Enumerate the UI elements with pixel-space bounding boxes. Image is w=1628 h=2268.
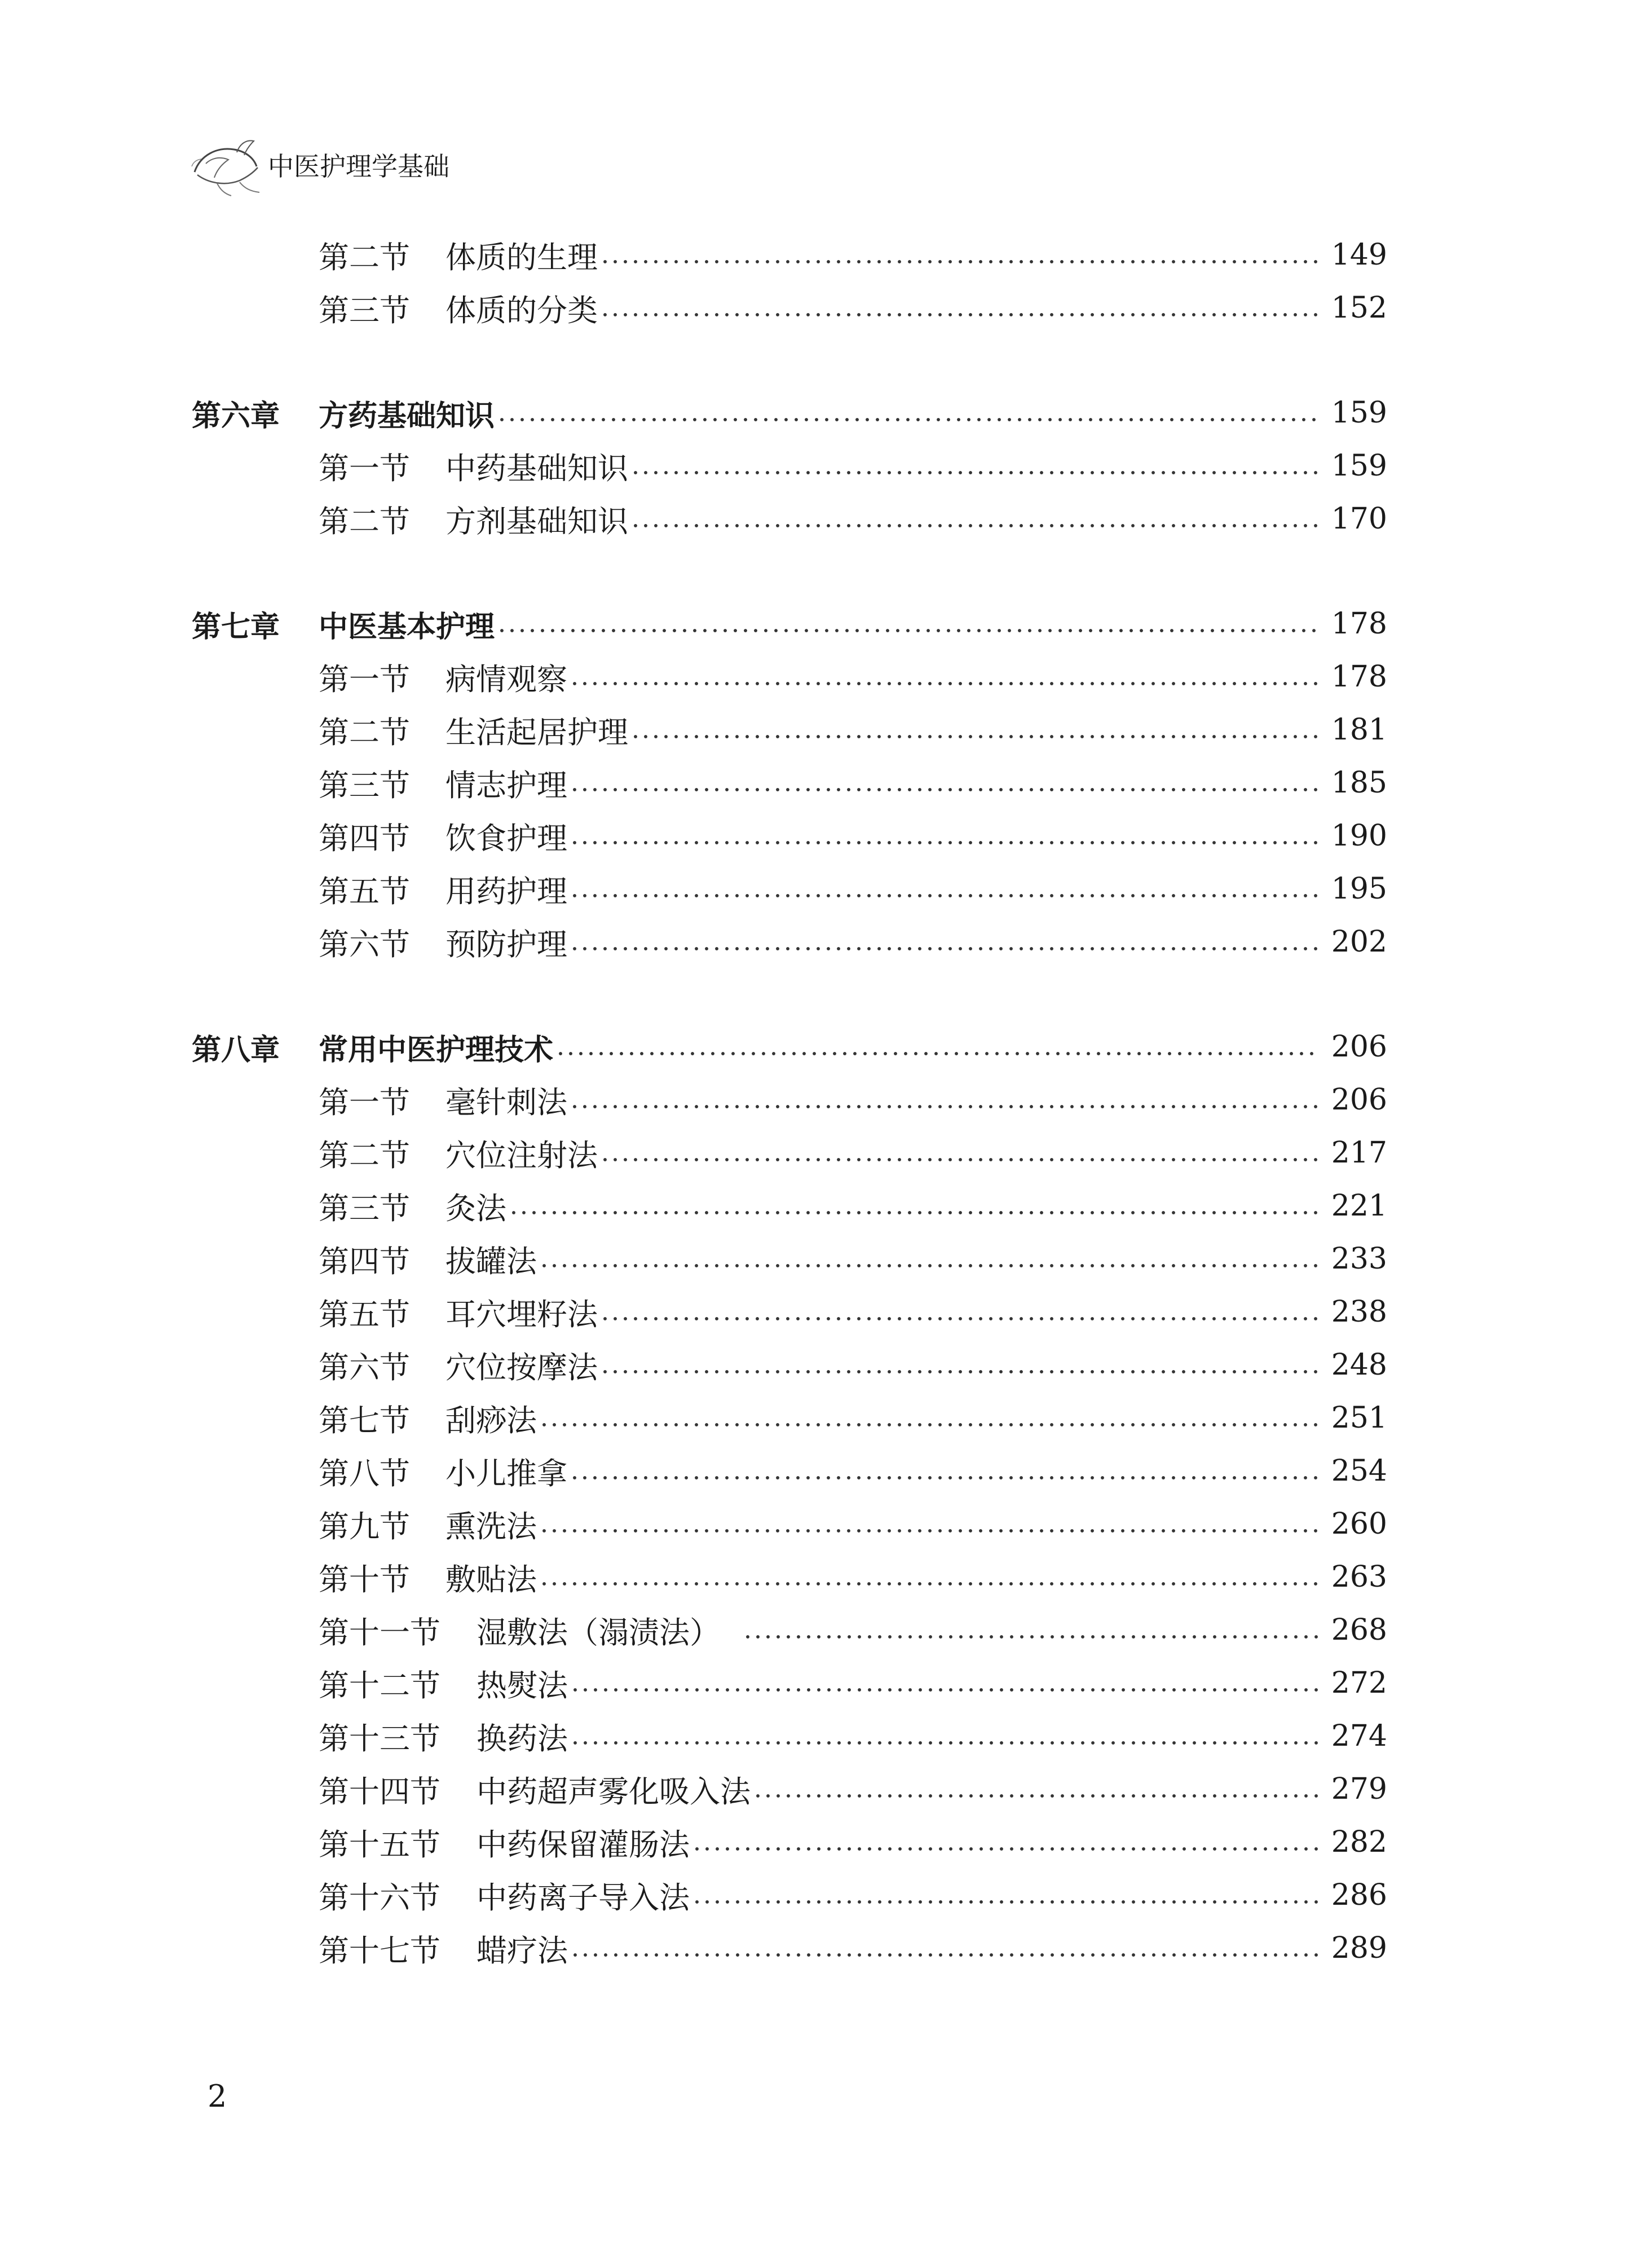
toc-page-number: 279 [1331,1772,1387,1806]
toc-entry-title: 中药保留灌肠法 [477,1826,690,1862]
toc-entry-title: 方药基础知识 [319,399,495,433]
running-header [183,133,477,200]
dot-leader [600,293,1319,323]
toc-entry-number: 第三节 [319,767,410,803]
toc-entry-title: 饮食护理 [445,820,567,856]
toc-section-row[interactable] [192,1657,1387,1710]
toc-section-row[interactable] [192,1232,1387,1285]
toc-page-number: 206 [1331,1083,1387,1117]
dot-leader [555,1032,1319,1062]
toc-entry-number: 第九节 [319,1508,410,1544]
dot-leader [509,1191,1319,1221]
toc-entry-number: 第十六节 [319,1879,440,1915]
dot-leader [570,768,1319,798]
toc-entry-title: 拔罐法 [445,1243,537,1279]
table-of-contents [192,228,1387,1975]
toc-section-row[interactable] [192,1285,1387,1338]
toc-page-number: 248 [1331,1348,1387,1382]
toc-entry-number: 第十四节 [319,1773,440,1809]
toc-page-number: 251 [1331,1401,1387,1435]
dot-leader [497,609,1319,639]
toc-entry-title: 小儿推拿 [445,1455,567,1491]
toc-entry-number: 第四节 [319,820,410,856]
toc-entry-number: 第二节 [319,714,410,750]
dot-leader [630,451,1319,481]
toc-page-number: 170 [1331,502,1387,536]
toc-section-row[interactable] [192,1869,1387,1922]
toc-entry-title: 情志护理 [445,767,567,803]
dot-leader [497,398,1319,428]
toc-entry-number: 第三节 [319,292,410,328]
toc-page-number: 178 [1331,607,1387,641]
toc-section-row[interactable] [192,1391,1387,1445]
toc-entry-number: 第六章 [192,399,280,433]
dot-leader [570,821,1319,851]
toc-chapter-row[interactable] [192,386,1387,439]
toc-entry-number: 第一节 [319,661,410,697]
toc-section-row[interactable] [192,1498,1387,1551]
toc-page-number: 149 [1331,238,1387,272]
toc-entry-number: 第八章 [192,1033,280,1067]
toc-section-row[interactable] [192,915,1387,968]
dot-leader [570,1668,1319,1698]
toc-page-number: 206 [1331,1030,1387,1064]
dot-leader [600,1138,1319,1168]
toc-section-row[interactable] [192,1710,1387,1763]
dot-leader [570,927,1319,957]
toc-entry-title: 体质的生理 [445,239,598,275]
dot-leader [570,874,1319,904]
toc-section-row[interactable] [192,650,1387,703]
toc-page-number: 286 [1331,1878,1387,1912]
toc-entry-number: 第五节 [319,1296,410,1332]
toc-section-row[interactable] [192,1338,1387,1391]
toc-entry-title: 中药基础知识 [445,450,628,486]
toc-entry-title: 穴位按摩法 [445,1349,598,1385]
toc-entry-number: 第十七节 [319,1932,440,1968]
toc-chapter-row[interactable] [192,597,1387,650]
toc-section-row[interactable] [192,439,1387,492]
dot-leader [570,662,1319,692]
toc-entry-number: 第三节 [319,1190,410,1226]
toc-page-number: 185 [1331,766,1387,800]
toc-entry-title: 生活起居护理 [445,714,628,750]
toc-entry-title: 预防护理 [445,926,567,962]
toc-section-row[interactable] [192,862,1387,915]
toc-page-number: 217 [1331,1136,1387,1170]
toc-entry-title: 毫针刺法 [445,1084,567,1120]
toc-entry-title: 中医基本护理 [319,610,495,644]
toc-entry-number: 第十一节 [319,1614,440,1650]
dot-leader [600,240,1319,270]
brush-horse-logo-icon [183,133,268,200]
toc-page-number: 159 [1331,396,1387,430]
toc-page-number: 268 [1331,1613,1387,1647]
toc-entry-title: 熏洗法 [445,1508,537,1544]
dot-leader [753,1774,1319,1804]
dot-leader [600,1350,1319,1380]
dot-leader [692,1880,1319,1910]
toc-page-number: 190 [1331,819,1387,853]
toc-section-row[interactable] [192,1763,1387,1816]
toc-section-row[interactable] [192,492,1387,545]
toc-section-row[interactable] [192,1126,1387,1179]
toc-entry-number: 第十二节 [319,1667,440,1703]
toc-entry-title: 灸法 [445,1190,506,1226]
toc-section-row[interactable] [192,1179,1387,1232]
toc-entry-number: 第一节 [319,1084,410,1120]
dot-leader [600,1297,1319,1327]
toc-entry-title: 方剂基础知识 [445,503,628,539]
dot-leader [539,1244,1319,1274]
toc-page-number: 260 [1331,1507,1387,1541]
toc-page-number: 282 [1331,1825,1387,1859]
dot-leader [539,1562,1319,1592]
toc-page-number: 221 [1331,1189,1387,1223]
toc-entry-title: 穴位注射法 [445,1137,598,1173]
dot-leader [743,1615,1319,1645]
toc-entry-number: 第七章 [192,610,280,644]
toc-page-number: 178 [1331,660,1387,694]
toc-section-row[interactable] [192,756,1387,809]
toc-page-number: 152 [1331,291,1387,325]
toc-chapter-row[interactable] [192,1020,1387,1073]
toc-entry-number: 第十五节 [319,1826,440,1862]
toc-section-row[interactable] [192,281,1387,334]
toc-entry-title: 病情观察 [445,661,567,697]
toc-section-row[interactable] [192,809,1387,862]
toc-section-row[interactable] [192,228,1387,281]
toc-page-number: 254 [1331,1454,1387,1488]
toc-entry-title: 体质的分类 [445,292,598,328]
toc-entry-title: 常用中医护理技术 [319,1033,554,1067]
toc-entry-number: 第五节 [319,873,410,909]
dot-leader [630,715,1319,745]
toc-page-number: 181 [1331,713,1387,747]
toc-entry-title: 换药法 [477,1720,568,1756]
toc-entry-number: 第二节 [319,239,410,275]
toc-entry-title: 湿敷法（溻渍法） [477,1614,720,1650]
book-title: 中医护理学基础 [268,151,449,182]
toc-entry-number: 第二节 [319,1137,410,1173]
toc-page-number: 233 [1331,1242,1387,1276]
toc-entry-number: 第四节 [319,1243,410,1279]
toc-page-number: 289 [1331,1931,1387,1965]
toc-entry-number: 第七节 [319,1402,410,1438]
dot-leader [570,1085,1319,1115]
toc-section-row[interactable] [192,1922,1387,1975]
toc-entry-title: 中药离子导入法 [477,1879,690,1915]
toc-page-number: 195 [1331,872,1387,906]
toc-page-number: 238 [1331,1295,1387,1329]
dot-leader [570,1933,1319,1963]
toc-entry-title: 用药护理 [445,873,567,909]
toc-page-number: 159 [1331,449,1387,483]
toc-section-row[interactable] [192,1445,1387,1498]
toc-section-row[interactable] [192,1551,1387,1604]
toc-page-number: 272 [1331,1666,1387,1700]
dot-leader [630,504,1319,534]
toc-entry-number: 第八节 [319,1455,410,1491]
dot-leader [692,1827,1319,1857]
toc-entry-number: 第一节 [319,450,410,486]
toc-section-row[interactable] [192,1816,1387,1869]
dot-leader [570,1456,1319,1486]
toc-entry-title: 耳穴埋籽法 [445,1296,598,1332]
toc-page-number: 202 [1331,925,1387,959]
toc-entry-title: 热熨法 [477,1667,568,1703]
toc-entry-number: 第十节 [319,1561,410,1597]
toc-entry-number: 第十三节 [319,1720,440,1756]
toc-section-row[interactable] [192,1073,1387,1126]
toc-page-number: 263 [1331,1560,1387,1594]
toc-section-row[interactable] [192,1604,1387,1657]
toc-page-number: 274 [1331,1719,1387,1753]
toc-section-row[interactable] [192,703,1387,756]
toc-entry-title: 中药超声雾化吸入法 [477,1773,751,1809]
toc-entry-title: 刮痧法 [445,1402,537,1438]
toc-entry-number: 第六节 [319,926,410,962]
dot-leader [570,1721,1319,1751]
toc-entry-title: 敷贴法 [445,1561,537,1597]
toc-entry-number: 第二节 [319,503,410,539]
toc-entry-number: 第六节 [319,1349,410,1385]
page-number: 2 [208,2078,227,2114]
toc-entry-title: 蜡疗法 [477,1932,568,1968]
dot-leader [539,1509,1319,1539]
dot-leader [539,1403,1319,1433]
